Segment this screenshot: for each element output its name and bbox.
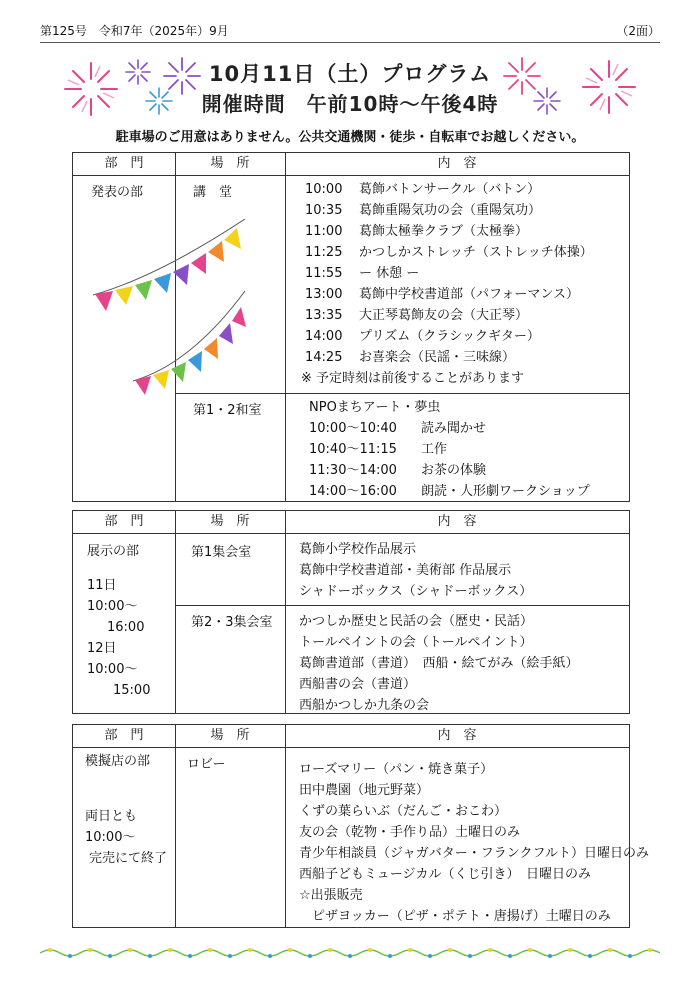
room23-items xyxy=(299,611,579,716)
program-item: 11:25 かつしかストレッチ（ストレッチ体操） xyxy=(305,245,593,260)
program-item: 10:00 葛飾バトンサークル（バトン） xyxy=(305,182,541,197)
room-item: 14:00～16:00 朗読・人形劇ワークショップ xyxy=(309,484,590,499)
stall-item: ☆出張販売 xyxy=(299,888,363,903)
column-header-place: 場 所 xyxy=(210,514,250,529)
performance-table xyxy=(72,152,630,502)
stall-dept-info xyxy=(85,751,167,869)
exhibit-item: トールペイントの会（トールペイント） xyxy=(299,635,533,650)
column-header-content: 内 容 xyxy=(437,728,477,743)
program-item: 13:35 大正琴葛飾友の会（大正琴） xyxy=(305,308,529,323)
time-from: 10:00～ xyxy=(87,599,138,614)
auditorium-program xyxy=(301,179,593,389)
column-header-place: 場 所 xyxy=(210,728,250,743)
parking-notice: 駐車場のご用意はありません。公共交通機関・徒歩・自転車でお越しください。 xyxy=(115,130,585,145)
title-banner xyxy=(62,56,638,118)
dept-label: 展示の部 xyxy=(87,544,140,559)
column-header-dept: 部 門 xyxy=(104,728,144,743)
issue-label: 第125号 令和7年（2025年）9月 xyxy=(40,24,229,38)
floral-border-decoration xyxy=(40,946,660,960)
stall-item: ピザヨッカー（ピザ・ポテト・唐揚げ）土曜日のみ xyxy=(299,909,611,924)
room-organizer: NPOまちアート・夢虫 xyxy=(309,400,441,415)
stall-item: くずの葉らいぶ（だんご・おこわ） xyxy=(299,804,508,819)
program-item: 11:55 ー 休憩 ー xyxy=(305,266,420,281)
column-header-place: 場 所 xyxy=(210,156,250,171)
both-days-label: 両日とも xyxy=(85,809,138,824)
exhibit-item: シャドーボックス（シャドーボックス） xyxy=(299,584,533,599)
exhibit-item: 葛飾小学校作品展示 xyxy=(299,542,417,557)
stall-item: 西船子どもミュージカル（くじ引き） 日曜日のみ xyxy=(299,867,591,882)
exhibit-item: 葛飾書道部（書道） 西船・絵てがみ（絵手紙） xyxy=(299,656,579,671)
room-item: 11:30～14:00 お茶の体験 xyxy=(309,463,487,478)
stall-item: 友の会（乾物・手作り品）土曜日のみ xyxy=(299,825,521,840)
dept-label: 模擬店の部 xyxy=(85,754,151,769)
time-from: 10:00～ xyxy=(85,830,136,845)
time-from: 10:00～ xyxy=(87,662,138,677)
time-to: 16:00 xyxy=(107,620,145,635)
place-room23: 第2・3集会室 xyxy=(191,615,273,630)
day-label: 11日 xyxy=(87,578,117,593)
place-lobby: ロビー xyxy=(187,757,226,772)
page-header xyxy=(40,22,660,42)
header-divider xyxy=(40,42,660,43)
exhibit-item: 西船かつしか九条の会 xyxy=(299,698,430,713)
program-item: 14:00 プリズム（クラシックギター） xyxy=(305,329,540,344)
stall-item: 田中農園（地元野菜） xyxy=(299,783,430,798)
place-auditorium: 講 堂 xyxy=(193,185,233,200)
column-header-content: 内 容 xyxy=(437,514,477,529)
place-japanese-room: 第1・2和室 xyxy=(193,403,262,418)
exhibit-item: 葛飾中学校書道部・美術部 作品展示 xyxy=(299,563,512,578)
column-header-dept: 部 門 xyxy=(104,156,144,171)
stall-items xyxy=(299,759,649,927)
bunting-icon xyxy=(87,219,247,399)
column-header-content: 内 容 xyxy=(437,156,477,171)
program-item: 14:25 お喜楽会（民謡・三味線） xyxy=(305,350,516,365)
place-room1: 第1集会室 xyxy=(191,545,252,560)
column-header-dept: 部 門 xyxy=(104,514,144,529)
japanese-room-program xyxy=(309,397,590,502)
stall-item: ローズマリー（パン・焼き菓子） xyxy=(299,762,494,777)
sold-out-note: 完売にて終了 xyxy=(89,851,168,866)
exhibition-dept-info xyxy=(87,541,150,701)
food-stall-table xyxy=(72,724,649,928)
room1-items xyxy=(299,539,532,602)
event-hours: 開催時間 午前10時～午後4時 xyxy=(201,92,499,116)
exhibit-item: かつしか歴史と民話の会（歴史・民話） xyxy=(299,614,534,629)
day-label: 12日 xyxy=(87,641,117,656)
page-number: （2面） xyxy=(616,24,660,38)
room-item: 10:40～11:15 工作 xyxy=(309,442,448,457)
room-item: 10:00～10:40 読み聞かせ xyxy=(309,421,487,436)
dept-label: 発表の部 xyxy=(91,185,144,200)
program-item: 10:35 葛飾重陽気功の会（重陽気功） xyxy=(305,203,542,218)
program-note: ※ 予定時刻は前後することがあります xyxy=(301,371,525,386)
time-to: 15:00 xyxy=(113,683,151,698)
page-title: 10月11日（土）プログラム xyxy=(208,62,492,86)
stall-item: 青少年相談員（ジャガバター・フランクフルト）日曜日のみ xyxy=(299,846,649,861)
program-item: 13:00 葛飾中学校書道部（パフォーマンス） xyxy=(305,287,579,302)
exhibit-item: 西船書の会（書道） xyxy=(299,677,417,692)
exhibition-table xyxy=(72,510,630,714)
program-item: 11:00 葛飾太極拳クラブ（太極拳） xyxy=(305,224,529,239)
